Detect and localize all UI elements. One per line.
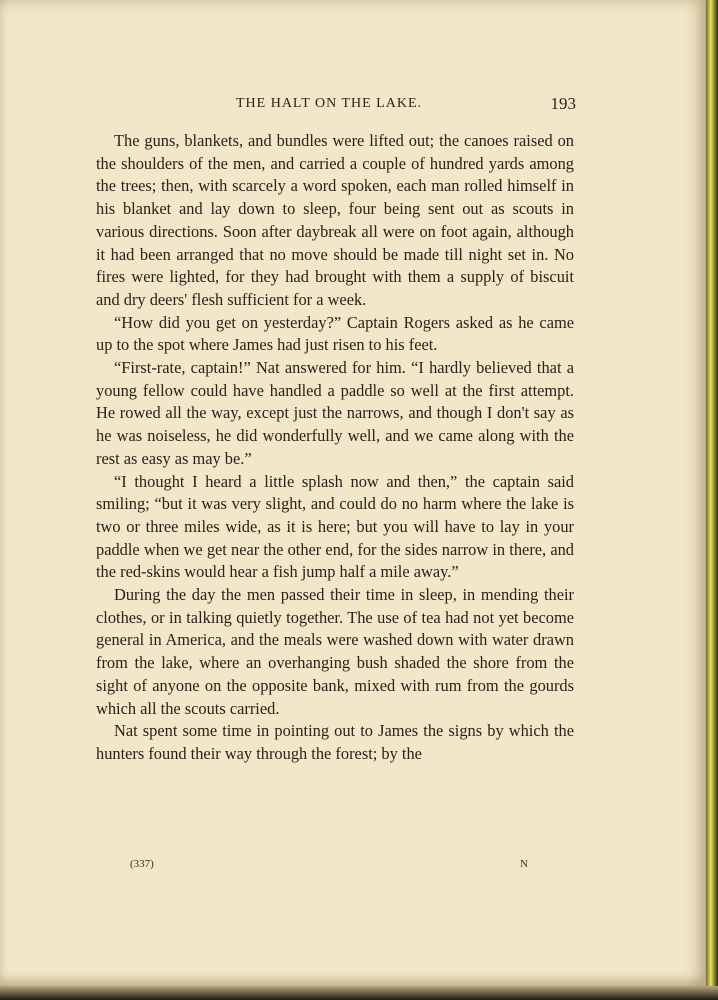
paragraph: Nat spent some time in pointing out to James the signs by which the hunters found their way through the forest; by the — [96, 721, 574, 763]
paragraph: “How did you get on yesterday?” Captain Rogers asked as he came up to the spot where James had just risen to his feet. — [96, 312, 574, 355]
paragraph: During the day the men passed their time in sleep, in mending their clothes, or in talking quietly together. The use of tea had not yet become general in America, and the meals were washed down with water drawn from the lake, where an overhanging bush shaded the shore from the sight of anyone on the opposite bank, mixed with rum from the gourds which all the scouts carried. — [96, 585, 574, 718]
page-header — [96, 96, 576, 118]
sheet-mark: N — [520, 858, 528, 870]
running-title: THE HALT ON THE LAKE. — [236, 96, 423, 111]
book-bottom-edge — [0, 986, 718, 1000]
paragraph: “I thought I heard a little splash now and then,” the captain said smiling; “but it was very slight, and could do no harm where the lake is two or three miles wide, as it is here; but you will have to lay in your paddle when we get near the other end, for the sides narrow in there, and the red-skins would hear a fish jump half a mile away.” — [96, 471, 574, 582]
signature-mark: (337) — [130, 858, 154, 870]
paragraph: “First-rate, captain!” Nat answered for him. “I hardly believed that a young fellow could have handled a paddle so well at the first attempt. He rowed all the way, except just the narrows, and though I don't say as he was noiseless, he did wonderfully well, and we came along with the rest as easy as may be.” — [96, 358, 574, 468]
body-text — [96, 130, 574, 766]
paragraph: The guns, blankets, and bundles were lifted out; the canoes raised on the shoulders of the men, and carried a couple of hundred yards among the trees; then, with scarcely a word spoken, each man rolled himself in his blanket and lay down to sleep, four being sent out as scouts in various directions. Soon after daybreak all were on foot again, although it had been arranged that no move should be made till night set in. No fires were lighted, for they had brought with them a supply of biscuit and dry deers' flesh sufficient for a week. — [96, 131, 574, 309]
page-number: 193 — [550, 94, 576, 113]
page-footer — [96, 858, 574, 874]
book-edge — [706, 0, 718, 1000]
